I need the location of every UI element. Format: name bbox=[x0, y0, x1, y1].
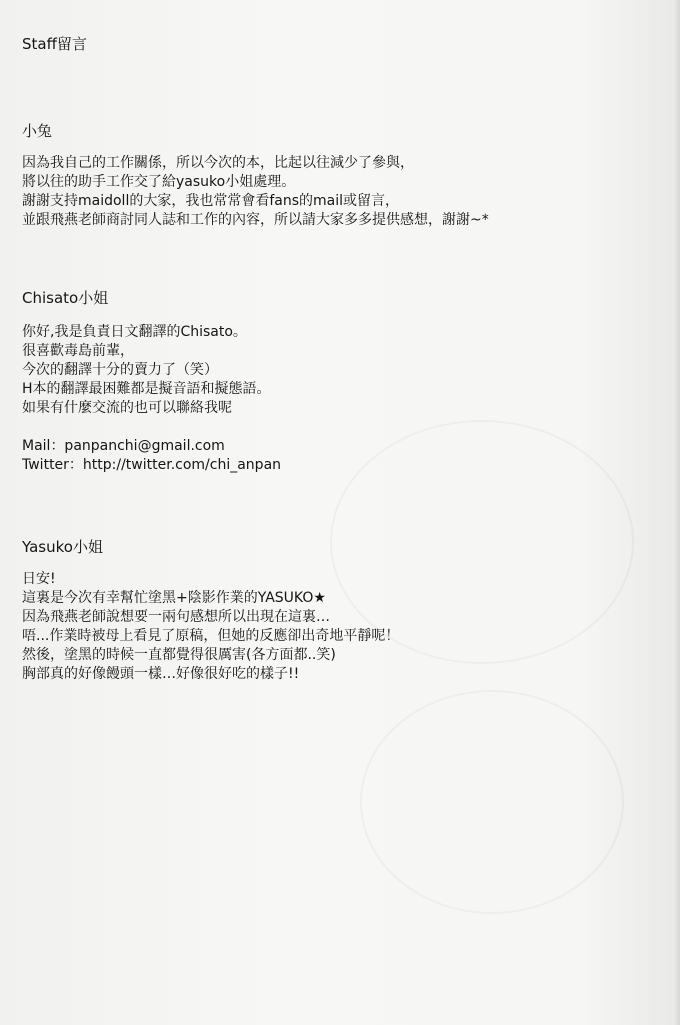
message-line: 謝謝支持maidoll的大家，我也常常會看fans的mail或留言， bbox=[22, 193, 400, 209]
message-line: 今次的翻譯十分的賣力了（笑） bbox=[22, 362, 218, 378]
staff-section-chisato bbox=[22, 288, 652, 475]
message-line: 然後，塗黑的時候一直都覺得很厲害(各方面都..笑) bbox=[22, 647, 336, 663]
message-line: 如果有什麼交流的也可以聯絡我呢 bbox=[22, 400, 232, 416]
message-line: 將以往的助手工作交了給yasuko小姐處理。 bbox=[22, 174, 296, 190]
contact-mail: Mail：panpanchi@gmail.com bbox=[22, 438, 225, 454]
page-title: Staff留言 bbox=[22, 35, 87, 53]
spacer bbox=[22, 418, 652, 437]
message-line: 並跟飛燕老師商討同人誌和工作的內容，所以請大家多多提供感想，謝謝~* bbox=[22, 212, 489, 228]
faint-showthrough-art-lower bbox=[360, 690, 624, 914]
section-author: Chisato小姐 bbox=[22, 289, 109, 307]
message-line: 胸部真的好像饅頭一樣…好像很好吃的樣子!! bbox=[22, 666, 300, 682]
message-line: 日安! bbox=[22, 571, 56, 587]
message-line: 因為飛燕老師說想要一兩句感想所以出現在這裏… bbox=[22, 609, 330, 625]
message-line: 這裏是今次有幸幫忙塗黑+陰影作業的YASUKO★ bbox=[22, 590, 326, 606]
section-author: 小兔 bbox=[22, 122, 53, 140]
message-line: 因為我自己的工作關係，所以今次的本，比起以往減少了參與， bbox=[22, 155, 414, 171]
section-author: Yasuko小姐 bbox=[22, 538, 103, 556]
message-line: 唔...作業時被母上看見了原稿，但她的反應卻出奇地平靜呢！ bbox=[22, 628, 400, 644]
page-edge-shadow bbox=[674, 0, 680, 1025]
staff-section-xiaotu bbox=[22, 121, 652, 230]
message-line: 很喜歡毒島前輩， bbox=[22, 343, 134, 359]
contact-twitter: Twitter：http://twitter.com/chi_anpan bbox=[22, 457, 282, 473]
message-line: 你好,我是負責日文翻譯的Chisato。 bbox=[22, 324, 247, 340]
message-line: H本的翻譯最困難都是擬音語和擬態語。 bbox=[22, 381, 271, 397]
staff-section-yasuko bbox=[22, 537, 652, 684]
